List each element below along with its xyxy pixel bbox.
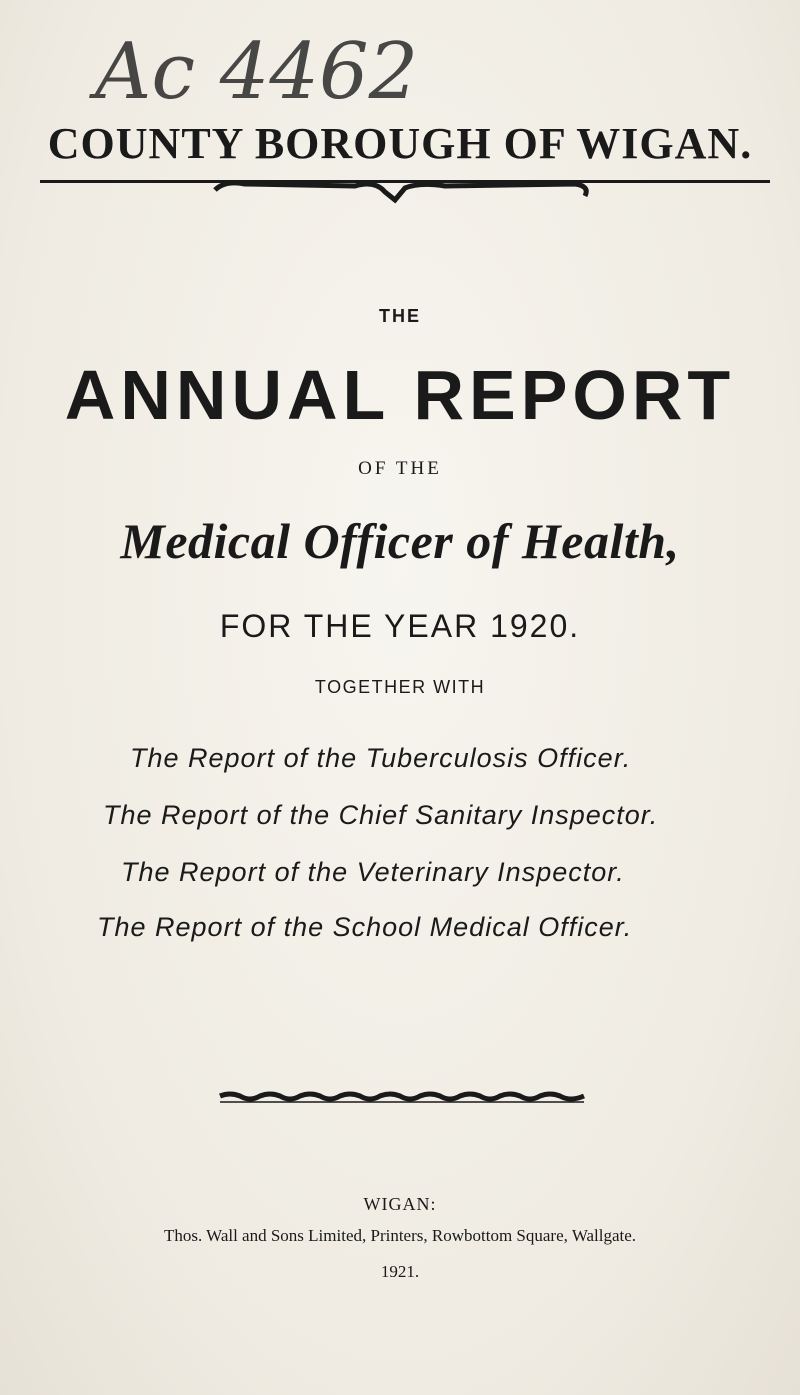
report-school-medical: The Report of the School Medical Officer.: [97, 912, 633, 942]
title-the: THE: [379, 306, 421, 326]
report-sanitary: The Report of the Chief Sanitary Inspector.: [103, 800, 659, 830]
title-medical-officer: Medical Officer of Health,: [120, 513, 680, 569]
imprint-place: WIGAN:: [363, 1194, 437, 1214]
title-for-year: FOR THE YEAR 1920.: [219, 608, 581, 644]
ornament-divider-icon: [205, 178, 595, 208]
together-with: TOGETHER WITH: [314, 677, 486, 697]
imprint-printers: Thos. Wall and Sons Limited, Printers, Rowbottom Square, Wallgate.: [163, 1226, 637, 1245]
title-annual-report: ANNUAL REPORT: [64, 356, 736, 434]
county-heading: COUNTY BOROUGH OF WIGAN.: [47, 119, 753, 168]
imprint-year: 1921.: [380, 1262, 420, 1281]
report-veterinary: The Report of the Veterinary Inspector.: [121, 857, 625, 887]
ornament-rule-icon: [218, 1090, 586, 1106]
handwritten-ref-text: Ac 4462: [95, 27, 419, 117]
title-of-the: OF THE: [358, 458, 442, 479]
handwritten-reference: [0, 0, 800, 120]
report-tuberculosis: The Report of the Tuberculosis Officer.: [130, 743, 632, 773]
